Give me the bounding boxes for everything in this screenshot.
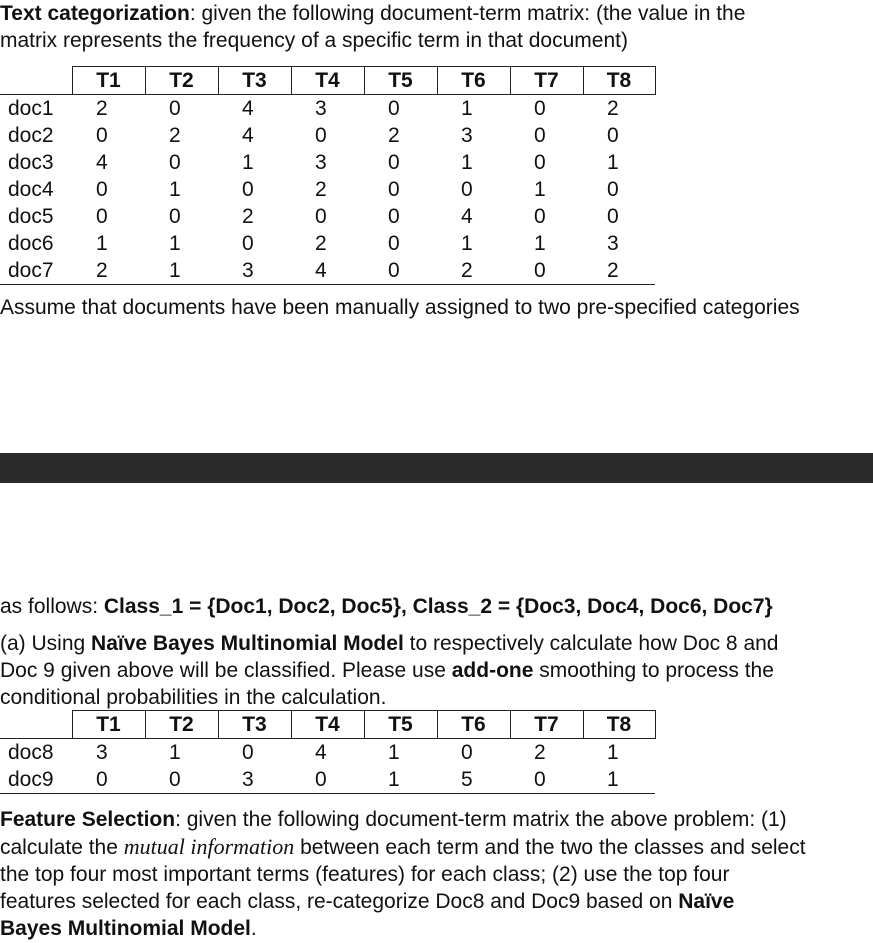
table-cell: 0 [534,124,546,147]
table-cell: 0 [388,232,400,255]
feature-line3: the top four most important terms (features) for each class; (2) use the top four [0,863,730,886]
table-cell: 4 [291,257,364,285]
table-row [0,739,655,767]
matrix-corner-cell [0,67,72,95]
dark-divider-band [0,453,873,483]
table-cell: 2 [96,97,108,120]
table-cell: 4 [242,124,254,147]
table-cell: 0 [510,766,583,794]
table-cell: 0 [461,178,473,201]
table-cell: 0 [364,257,437,285]
table-cell: 1 [534,178,546,201]
part-a-line2-t2: smoothing to process the [533,659,774,682]
feature-line2-t2: between each term and the two the classes and select [294,836,806,859]
intro-heading: Text categorization [0,2,190,25]
column-header: T5 [364,67,437,95]
row-header: doc8 [8,741,54,764]
document-term-matrix-2 [0,710,656,794]
column-header: T8 [583,711,655,739]
table-cell: 0 [96,124,108,147]
column-header: T8 [583,67,655,95]
table-cell: 0 [242,741,254,764]
table-cell: 2 [315,178,327,201]
table-row [0,766,655,794]
feature-line5-bold: Bayes Multinomial Model [0,917,251,940]
table-row [0,230,655,257]
table-cell: 1 [169,232,181,255]
table-cell: 0 [169,97,181,120]
table-cell: 1 [169,741,181,764]
table-cell: 0 [607,205,619,228]
part-a-line2-t1: Doc 9 given above will be classified. Please use [0,659,452,682]
column-header: T1 [72,711,145,739]
table-cell: 0 [169,205,181,228]
table-cell: 3 [315,97,327,120]
table-cell: 0 [534,205,546,228]
table-cell: 2 [169,124,181,147]
table-cell: 0 [461,741,473,764]
table-cell: 3 [96,741,108,764]
table-cell: 0 [534,151,546,174]
table-cell: 1 [364,766,437,794]
table-cell: 2 [242,205,254,228]
table-row [0,122,655,149]
table-cell: 1 [388,741,400,764]
table-cell: 3 [315,151,327,174]
table-cell: 1 [242,151,254,174]
table-cell: 2 [315,232,327,255]
intro-paragraph [0,0,745,54]
table-cell: 0 [96,178,108,201]
table-cell: 1 [461,97,473,120]
table-row [0,95,655,123]
table-cell: 4 [242,97,254,120]
column-header: T7 [510,67,583,95]
table-cell: 0 [388,205,400,228]
column-header: T3 [218,67,291,95]
table-cell: 1 [583,766,655,794]
row-header: doc3 [8,151,54,174]
table-cell: 1 [461,232,473,255]
table-cell: 1 [96,232,108,255]
classes-prefix: as follows: [0,595,104,618]
feature-heading: Feature Selection [0,808,176,831]
row-header: doc7 [0,257,72,285]
table-cell: 1 [607,741,619,764]
table-cell: 1 [607,151,619,174]
column-header: T1 [72,67,145,95]
column-header: T6 [437,67,510,95]
feature-paragraph [0,806,806,942]
table-cell: 0 [388,151,400,174]
table-cell: 2 [388,124,400,147]
table-cell: 0 [315,124,327,147]
column-header: T3 [218,711,291,739]
feature-line1: : given the following document-term matrix the above problem: (1) [175,808,787,831]
feature-line4-t1: features selected for each class, re-categorize Doc8 and Doc9 based on [0,890,679,913]
table-cell: 0 [242,178,254,201]
table-cell: 0 [169,151,181,174]
feature-line5-t: . [250,917,257,940]
table-cell: 2 [534,741,546,764]
matrix-corner-cell [0,711,72,739]
table-cell: 3 [218,766,291,794]
row-header: doc6 [8,232,54,255]
table-cell: 2 [607,97,619,120]
document-term-matrix-1 [0,66,656,285]
row-header: doc4 [8,178,54,201]
row-header: doc9 [0,766,72,794]
table-cell: 3 [218,257,291,285]
part-a-add-one: add-one [451,659,534,682]
table-row [0,149,655,176]
table-cell: 0 [315,205,327,228]
table-cell: 3 [461,124,473,147]
assume-text: Assume that documents have been manually assigned to two pre-specified categories [0,296,800,319]
classes-paragraph [0,593,773,620]
column-header: T7 [510,711,583,739]
table-cell: 0 [534,97,546,120]
table-cell: 2 [437,257,510,285]
table-cell: 0 [145,766,218,794]
table-cell: 2 [72,257,145,285]
column-header: T2 [145,711,218,739]
feature-mutual-information: mutual information [123,834,295,859]
table-cell: 4 [461,205,473,228]
matrix-header-row [0,67,655,95]
table-cell: 1 [534,232,546,255]
table-cell: 1 [461,151,473,174]
table-cell: 2 [583,257,655,285]
column-header: T4 [291,67,364,95]
table-cell: 0 [388,97,400,120]
table-cell: 0 [510,257,583,285]
part-a-paragraph [0,630,778,711]
table-cell: 3 [607,232,619,255]
table-cell: 1 [169,178,181,201]
part-a-model: Naïve Bayes Multinomial Model [91,632,404,655]
table-cell: 0 [388,178,400,201]
row-header: doc1 [8,97,54,120]
table-cell: 0 [607,124,619,147]
table-row [0,176,655,203]
feature-line4-bold: Naïve [678,890,735,913]
column-header: T5 [364,711,437,739]
classes-definition: Class_1 = {Doc1, Doc2, Doc5}, Class_2 = {Doc3, Doc4, Doc6, Doc7} [103,595,773,618]
table-cell: 0 [291,766,364,794]
part-a-line3: conditional probabilities in the calculation. [0,686,387,709]
matrix-header-row [0,711,655,739]
intro-text-2: matrix represents the frequency of a specific term in that document) [0,29,628,52]
column-header: T4 [291,711,364,739]
table-cell: 0 [96,205,108,228]
feature-line2-t1: calculate the [0,836,124,859]
row-header: doc2 [8,124,54,147]
column-header: T2 [145,67,218,95]
part-a-t1: (a) Using [0,632,92,655]
intro-text-1: : given the following document-term matrix: (the value in the [189,2,746,25]
table-cell: 5 [437,766,510,794]
table-cell: 4 [96,151,108,174]
part-a-t2: to respectively calculate how Doc 8 and [403,632,779,655]
table-cell: 0 [242,232,254,255]
row-header: doc5 [8,205,54,228]
table-cell: 4 [315,741,327,764]
table-cell: 1 [145,257,218,285]
table-cell: 0 [607,178,619,201]
table-row [0,257,655,285]
table-row [0,203,655,230]
table-cell: 0 [72,766,145,794]
column-header: T6 [437,711,510,739]
